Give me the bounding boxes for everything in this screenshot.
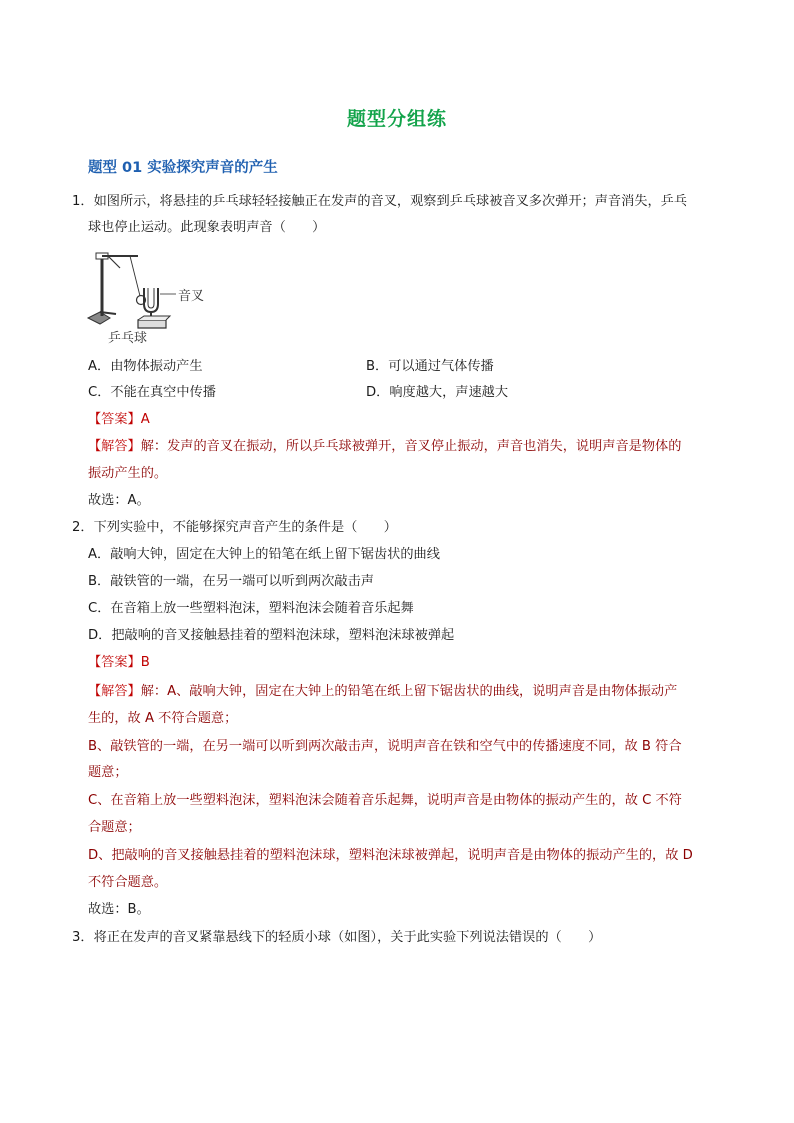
answer-value: A xyxy=(140,412,150,427)
page-title: 题型分组练 xyxy=(346,108,447,130)
q1-option-a: A．由物体振动产生 xyxy=(88,359,203,374)
fork-label: 音叉 xyxy=(178,289,205,304)
q2-option-c: C．在音箱上放一些塑料泡沫，塑料泡沫会随着音乐起舞 xyxy=(88,601,414,616)
explain-text: 解：A、敲响大钟，固定在大钟上的铅笔在纸上留下锯齿状的曲线，说明声音是由物体振动产 xyxy=(140,684,678,699)
q2-option-d: D．把敲响的音叉接触悬挂着的塑料泡沫球，塑料泡沫球被弹起 xyxy=(88,628,455,643)
explain-tag: 【解答】 xyxy=(88,684,141,699)
q2-stem: 2．下列实验中，不能够探究声音产生的条件是（ ） xyxy=(72,520,397,535)
q2-explain-line7: D、把敲响的音叉接触悬挂着的塑料泡沫球，塑料泡沫球被弹起，说明声音是由物体的振动产生的，故 D xyxy=(88,848,693,863)
q3-stem: 3．将正在发声的音叉紧靠悬线下的轻质小球（如图），关于此实验下列说法错误的（ ） xyxy=(72,930,602,945)
q1-stem-line1: 1．如图所示，将悬挂的乒乓球轻轻接触正在发声的音叉，观察到乒乓球被音叉多次弹开；声音消失，乒乓 xyxy=(72,194,688,209)
q1-answer xyxy=(88,410,150,430)
q2-explain-line3: B、敲铁管的一端，在另一端可以听到两次敲击声，说明声音在铁和空气中的传播速度不同，故 B 符合 xyxy=(88,739,682,754)
q1-choose: 故选：A。 xyxy=(88,493,150,508)
answer-tag: 【答案】 xyxy=(88,412,141,427)
q2-explain-line1 xyxy=(88,682,677,702)
q2-explain-line6: 合题意； xyxy=(88,820,141,835)
ball-label: 乒乓球 xyxy=(108,331,148,344)
q1-explain-line2: 振动产生的。 xyxy=(88,466,168,481)
q1-explain-line1 xyxy=(88,437,681,457)
q1-option-d: D．响度越大，声速越大 xyxy=(366,385,509,400)
answer-tag: 【答案】 xyxy=(88,655,141,670)
q2-option-a: A．敲响大钟，固定在大钟上的铅笔在纸上留下锯齿状的曲线 xyxy=(88,547,440,562)
q2-option-b: B．敲铁管的一端，在另一端可以听到两次敲击声 xyxy=(88,574,374,589)
explain-text: 解：发声的音叉在振动，所以乒乓球被弹开，音叉停止振动，声音也消失，说明声音是物体的 xyxy=(140,439,682,454)
tuning-fork-pingpong-figure xyxy=(86,248,226,344)
answer-value: B xyxy=(140,655,150,670)
q1-stem-line2: 球也停止运动。此现象表明声音（ ） xyxy=(88,220,326,235)
q2-explain-line8: 不符合题意。 xyxy=(88,875,168,890)
section-heading: 题型 01 实验探究声音的产生 xyxy=(88,160,278,176)
q2-explain-line2: 生的，故 A 不符合题意； xyxy=(88,711,238,726)
q2-choose: 故选：B。 xyxy=(88,902,150,917)
q2-answer xyxy=(88,653,150,673)
q1-option-b: B．可以通过气体传播 xyxy=(366,359,494,374)
q1-option-c: C．不能在真空中传播 xyxy=(88,385,216,400)
q2-explain-line5: C、在音箱上放一些塑料泡沫，塑料泡沫会随着音乐起舞，说明声音是由物体的振动产生的，故 C 不符 xyxy=(88,793,682,808)
q2-explain-line4: 题意； xyxy=(88,765,128,780)
explain-tag: 【解答】 xyxy=(88,439,141,454)
